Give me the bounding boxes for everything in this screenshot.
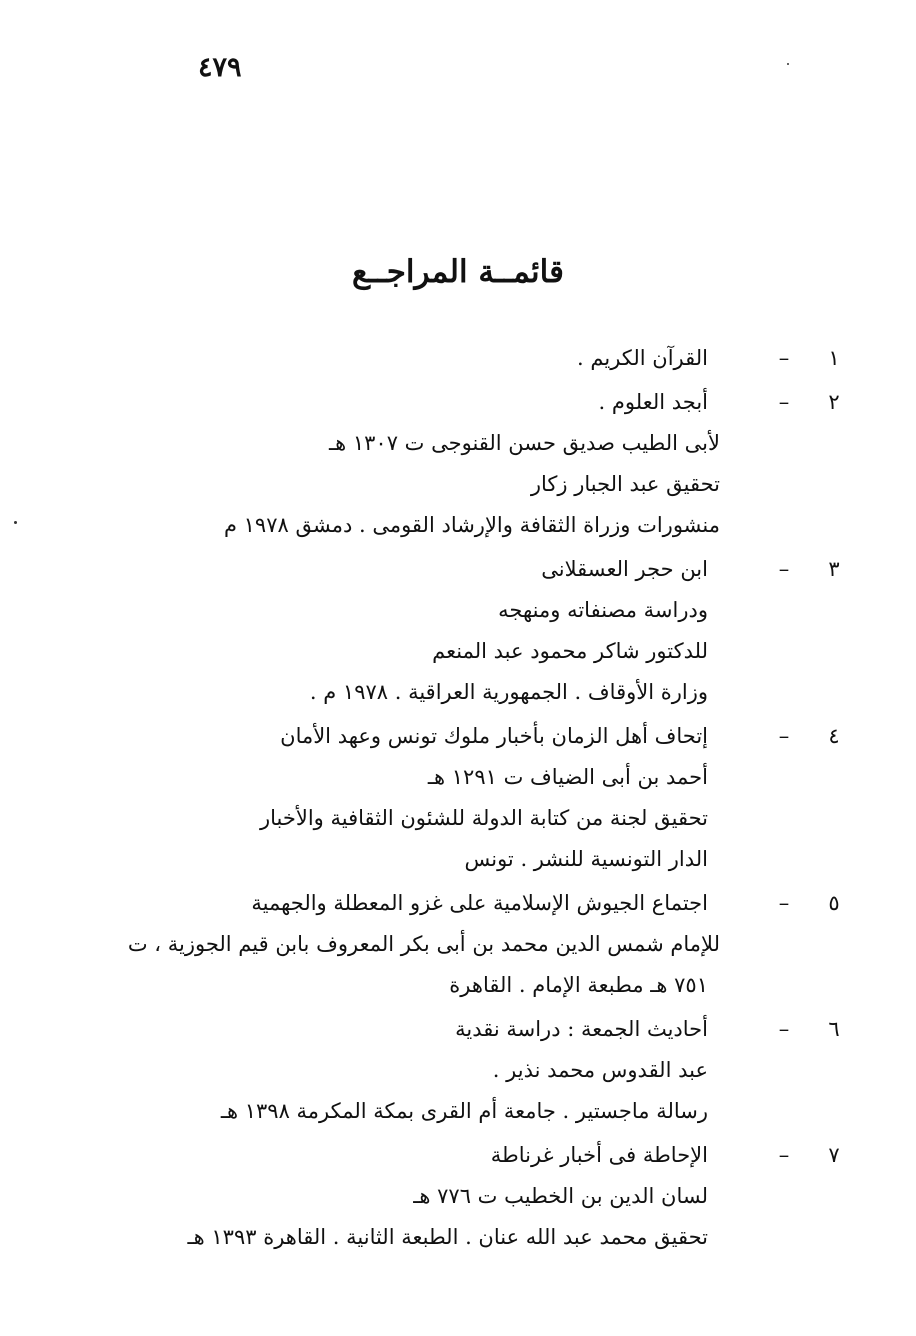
reference-line: أبجد العلوم .	[598, 390, 708, 414]
scan-speck	[787, 63, 789, 65]
reference-line: الدار التونسية للنشر . تونس	[464, 847, 708, 871]
reference-item	[84, 1009, 844, 1132]
reference-dash: –	[778, 891, 790, 915]
reference-item	[84, 716, 844, 880]
reference-number: ٧	[828, 1143, 840, 1167]
reference-line: لسان الدين بن الخطيب ت ٧٧٦ هـ	[413, 1184, 708, 1208]
reference-item	[84, 338, 844, 379]
reference-line: أحمد بن أبى الضياف ت ١٢٩١ هـ	[427, 765, 708, 789]
reference-line: القرآن الكريم .	[577, 346, 708, 370]
reference-number: ٢	[828, 390, 840, 414]
reference-list	[84, 338, 844, 1261]
page-number: ٤٧٩	[198, 52, 242, 83]
reference-line: للدكتور شاكر محمود عبد المنعم	[432, 639, 708, 663]
reference-item	[84, 549, 844, 713]
reference-line: ودراسة مصنفاته ومنهجه	[498, 598, 708, 622]
reference-line: للإمام شمس الدين محمد بن أبى بكر المعروف بابن قيم الجوزية ، ت	[127, 932, 720, 956]
reference-line: وزارة الأوقاف . الجمهورية العراقية . ١٩٧٨ م .	[309, 680, 708, 704]
reference-line: منشورات وزراة الثقافة والإرشاد القومى . دمشق ١٩٧٨ م	[223, 513, 720, 537]
reference-item	[84, 883, 844, 1006]
reference-dash: –	[778, 390, 790, 414]
reference-dash: –	[778, 1017, 790, 1041]
reference-dash: –	[778, 724, 790, 748]
reference-line: تحقيق لجنة من كتابة الدولة للشئون الثقافية والأخبار	[259, 806, 708, 830]
reference-number: ٦	[828, 1017, 840, 1041]
reference-item	[84, 382, 844, 546]
reference-line: رسالة ماجستير . جامعة أم القرى بمكة المكرمة ١٣٩٨ هـ	[220, 1099, 708, 1123]
scan-speck	[14, 521, 17, 524]
reference-line: عبد القدوس محمد نذير .	[492, 1058, 708, 1082]
reference-dash: –	[778, 346, 790, 370]
reference-line: تحقيق عبد الجبار زكار	[530, 472, 720, 496]
page-title: قائمــة المراجــع	[352, 254, 564, 290]
reference-number: ٣	[828, 557, 840, 581]
reference-line: تحقيق محمد عبد الله عنان . الطبعة الثانية . القاهرة ١٣٩٣ هـ	[187, 1225, 708, 1249]
reference-number: ٤	[828, 724, 840, 748]
reference-line: ابن حجر العسقلانى	[541, 557, 708, 581]
reference-line: إتحاف أهل الزمان بأخبار ملوك تونس وعهد الأمان	[280, 724, 708, 748]
reference-line: اجتماع الجيوش الإسلامية على غزو المعطلة والجهمية	[251, 891, 708, 915]
reference-line: الإحاطة فى أخبار غرناطة	[490, 1143, 708, 1167]
reference-dash: –	[778, 1143, 790, 1167]
reference-line: أحاديث الجمعة : دراسة نقدية	[455, 1017, 708, 1041]
reference-item	[84, 1135, 844, 1258]
reference-line: ٧٥١ هـ مطبعة الإمام . القاهرة	[449, 973, 708, 997]
reference-number: ١	[828, 346, 840, 370]
reference-dash: –	[778, 557, 790, 581]
reference-number: ٥	[828, 891, 840, 915]
reference-line: لأبى الطيب صديق حسن القنوجى ت ١٣٠٧ هـ	[328, 431, 720, 455]
